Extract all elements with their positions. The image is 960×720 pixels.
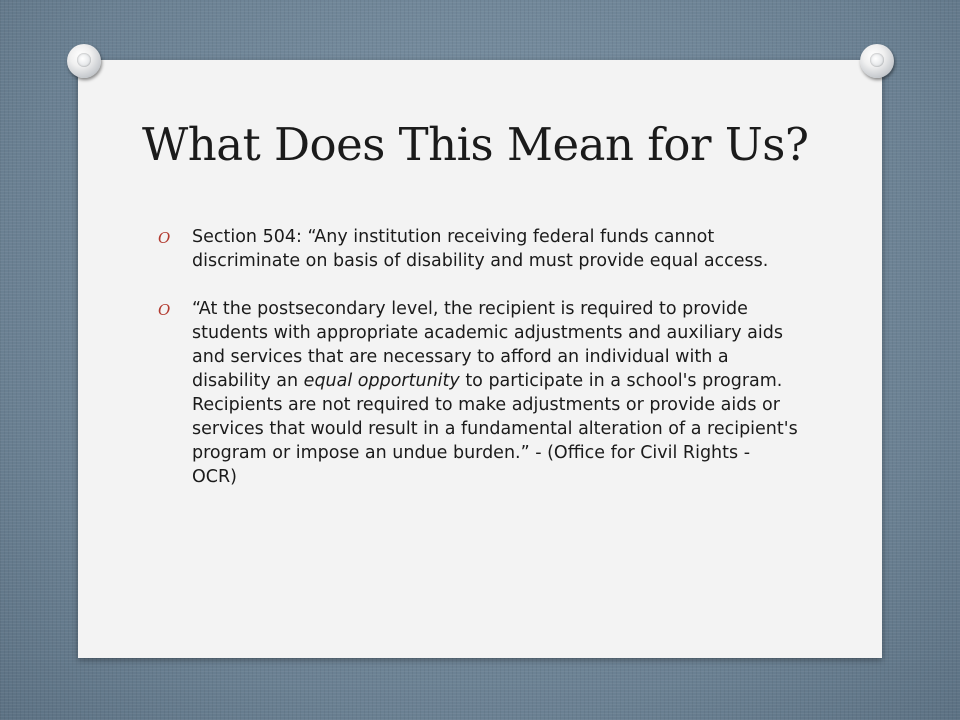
bullet-item-section-504 [158, 225, 798, 273]
pushpin-icon [67, 44, 101, 78]
bullet-text-emphasis: equal opportunity [303, 371, 460, 391]
bullet-marker-icon: O [158, 301, 171, 319]
bullet-item-ocr-quote [158, 297, 798, 489]
slide-title: What Does This Mean for Us? [142, 118, 809, 171]
bullet-marker-icon: O [158, 229, 171, 247]
bullet-list [158, 225, 798, 489]
pushpin-icon [860, 44, 894, 78]
bullet-text-part-2: to participate in a school's program. Recipients are not required to make adjustments or provide aids or services that would result in a fundamental alteration of a recipient's program or impose an undue burden.” - (Office for Civil Rights - OCR) [192, 371, 798, 487]
bullet-text: Section 504: “Any institution receiving federal funds cannot discriminate on basis of disability and must provide equal access. [192, 227, 769, 271]
bullet-text-part-1: “At the postsecondary level, the recipient is required to provide students with appropriate academic adjustments and auxiliary aids and services that are necessary to afford an individual with a disability an [192, 299, 783, 391]
